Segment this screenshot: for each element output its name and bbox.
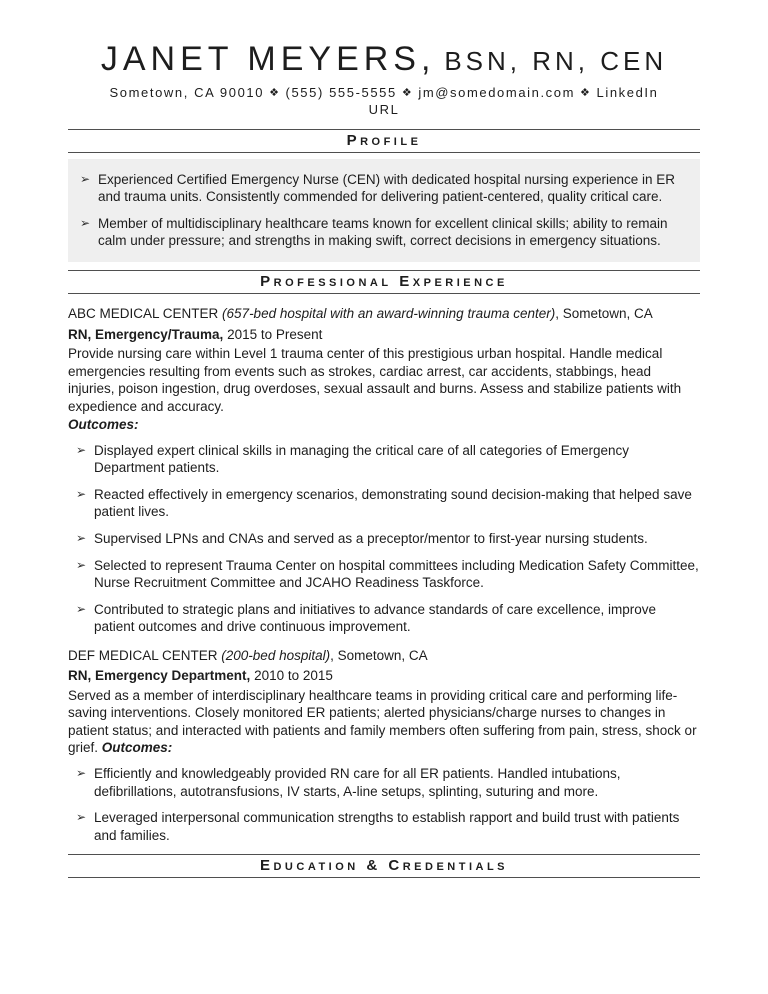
arrow-bullet-icon: ➢	[76, 601, 87, 616]
arrow-bullet-icon: ➢	[76, 442, 87, 457]
name-text: JANET MEYERS,	[100, 40, 436, 78]
experience-section	[68, 270, 700, 844]
profile-highlight-box	[68, 159, 700, 262]
profile-heading: Profile	[68, 129, 700, 153]
company-line	[68, 647, 700, 665]
company-name: DEF MEDICAL CENTER	[68, 647, 218, 663]
job-bullet-text: Efficiently and knowledgeably provided RN care for all ER patients. Handled intubations, defibrillations, autotransfusions, IV starts, A-line setups, splinting, suturing and more.	[94, 766, 621, 799]
job-bullet-text: Supervised LPNs and CNAs and served as a preceptor/mentor to first-year nursing students.	[94, 530, 648, 546]
job-entry-abc	[68, 305, 700, 636]
contact-linkedin-url: URL	[368, 101, 400, 117]
job-bullet-list	[68, 765, 700, 844]
outcomes-label: Outcomes:	[68, 417, 139, 433]
contact-location: Sometown, CA 90010	[109, 85, 265, 100]
contact-line	[68, 85, 700, 119]
arrow-bullet-icon: ➢	[80, 215, 91, 230]
contact-linkedin: LinkedIn	[596, 85, 659, 100]
job-title-line	[68, 667, 700, 685]
contact-email: jm@somedomain.com	[418, 85, 576, 100]
outcomes-label: Outcomes:	[101, 740, 173, 756]
company-note: (657-bed hospital with an award-winning trauma center)	[222, 305, 556, 321]
arrow-bullet-icon: ➢	[76, 766, 87, 780]
list-item	[72, 215, 696, 250]
job-title: RN, Emergency Department,	[68, 668, 251, 684]
arrow-bullet-icon: ➢	[76, 810, 87, 825]
resume-header	[68, 40, 700, 119]
candidate-name	[68, 40, 700, 79]
job-title: RN, Emergency/Trauma,	[68, 326, 224, 342]
list-item	[68, 442, 700, 477]
job-entry-def	[68, 647, 700, 844]
list-item	[68, 557, 700, 592]
job-bullet-text: Contributed to strategic plans and initiatives to advance standards of care excellence, improve patient outcomes and drive continuous improvement.	[94, 601, 657, 635]
company-location: , Sometown, CA	[555, 305, 653, 321]
job-summary	[68, 687, 700, 757]
list-item	[68, 765, 700, 800]
job-title-line	[68, 326, 700, 344]
diamond-separator-icon: ❖	[580, 87, 592, 99]
contact-phone: (555) 555-5555	[285, 85, 397, 100]
credentials-text: BSN, RN, CEN	[444, 46, 668, 76]
job-bullet-text: Leveraged interpersonal communication strengths to establish rapport and build trust with patients and families.	[94, 810, 680, 843]
list-item	[68, 486, 700, 521]
experience-heading: Professional Experience	[68, 270, 700, 294]
job-summary: Provide nursing care within Level 1 trauma center of this prestigious urban hospital. Handle medical emergencies resulting from events such as strokes, cardiac arrest, car accidents, stabbings, head injuries, poison ingestion, drug overdoses, sexual assault and burns. Assess and stabilize patients with expedience and accuracy.	[68, 346, 682, 414]
company-name: ABC MEDICAL CENTER	[68, 305, 219, 321]
outcomes-line	[68, 416, 700, 434]
job-bullet-text: Selected to represent Trauma Center on hospital committees including Medication Safety Committee, Nurse Recruitment Committee and JCAHO Readiness Taskforce.	[94, 557, 699, 591]
job-dates: 2010 to 2015	[254, 668, 333, 684]
job-bullet-text: Displayed expert clinical skills in managing the critical care of all categories of Emergency Department patients.	[94, 442, 629, 476]
diamond-separator-icon: ❖	[269, 87, 281, 99]
diamond-separator-icon: ❖	[401, 87, 414, 99]
job-bullet-list	[68, 442, 700, 636]
company-location: , Sometown, CA	[330, 647, 428, 663]
profile-bullet-list	[72, 171, 696, 250]
job-summary-text: Served as a member of interdisciplinary healthcare teams in providing critical care and performing life-saving interventions. Closely monitored ER patients; alerted physicians/charge nurses to changes in patient status; and interacted with patients and family members often suffering from pain, stress, shock or grief.	[68, 687, 697, 756]
arrow-bullet-icon: ➢	[76, 530, 87, 545]
job-dates: 2015 to Present	[227, 326, 323, 342]
company-note: (200-bed hospital)	[221, 647, 331, 663]
company-line	[68, 305, 700, 323]
list-item	[68, 601, 700, 636]
arrow-bullet-icon: ➢	[80, 171, 91, 186]
education-heading: Education & Credentials	[68, 854, 700, 878]
profile-bullet-text: Member of multidisciplinary healthcare teams known for excellent clinical skills; ability to remain calm under pressure; and strengths in making swift, correct decisions in emergency situations.	[98, 215, 668, 249]
list-item	[68, 809, 700, 844]
profile-bullet-text: Experienced Certified Emergency Nurse (CEN) with dedicated hospital nursing experience in ER and trauma units. Consistently commended for delivering patient-centered, quality critical care.	[98, 171, 676, 205]
arrow-bullet-icon: ➢	[76, 557, 87, 572]
profile-section	[68, 129, 700, 262]
education-section	[68, 854, 700, 878]
arrow-bullet-icon: ➢	[76, 486, 87, 501]
job-bullet-text: Reacted effectively in emergency scenarios, demonstrating sound decision-making that helped save patient lives.	[94, 486, 692, 520]
list-item	[68, 530, 700, 548]
list-item	[72, 171, 696, 206]
